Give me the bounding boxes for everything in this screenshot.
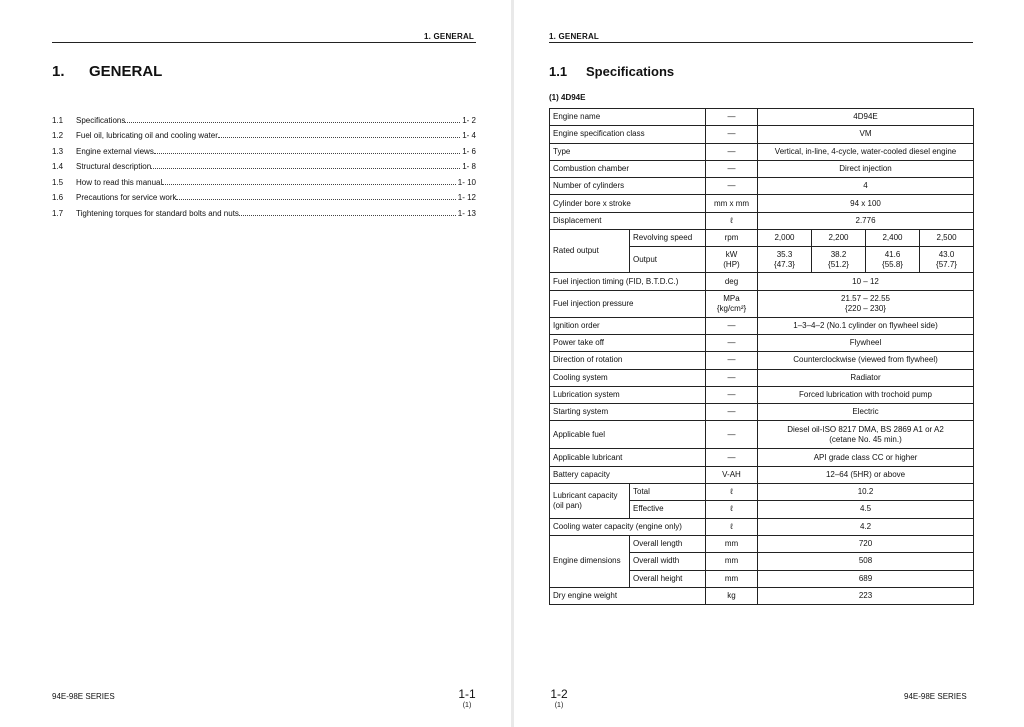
- table-row: [550, 273, 974, 290]
- specifications-table: [549, 108, 974, 605]
- table-row: [550, 484, 974, 501]
- page-subnumber: (1): [462, 702, 472, 709]
- toc-leader: [218, 137, 460, 138]
- row-unit: —: [706, 386, 758, 403]
- section-name: Specifications: [586, 64, 675, 79]
- row-value: [758, 421, 974, 449]
- output-value: [920, 247, 974, 273]
- row-value: 4D94E: [758, 109, 974, 126]
- row-value: 12–64 (5HR) or above: [758, 466, 974, 483]
- table-row: [550, 109, 974, 126]
- row-value: API grade class CC or higher: [758, 449, 974, 466]
- lub-capacity-sublabel: (oil pan): [553, 500, 582, 510]
- row-unit: —: [706, 449, 758, 466]
- header-rule: [52, 42, 476, 43]
- row-unit: mm x mm: [706, 195, 758, 212]
- row-value: Direct injection: [758, 160, 974, 177]
- running-header: 1. GENERAL: [549, 32, 600, 41]
- row-unit: deg: [706, 273, 758, 290]
- toc-page: 1- 12: [457, 193, 476, 202]
- toc-title: Tightening torques for standard bolts and nuts: [76, 208, 239, 218]
- table-row: [550, 352, 974, 369]
- toc-page: 1- 10: [457, 177, 476, 187]
- row-value: 2.776: [758, 212, 974, 229]
- table-row: [550, 126, 974, 143]
- table-row: [550, 195, 974, 212]
- row-label: Cooling system: [550, 369, 706, 386]
- output-value: [758, 247, 812, 273]
- output-kw: 35.3: [776, 249, 793, 259]
- page-number: 1-2: [550, 687, 568, 701]
- row-unit: V-AH: [706, 466, 758, 483]
- toc-number: 1.3: [52, 146, 64, 156]
- left-page: [0, 0, 511, 727]
- table-row: [550, 212, 974, 229]
- table-row: [550, 404, 974, 421]
- row-unit: rpm: [706, 230, 758, 247]
- toc-number: 1.2: [52, 131, 64, 140]
- row-unit: —: [706, 143, 758, 160]
- row-value: 94 x 100: [758, 195, 974, 212]
- toc-leader: [151, 168, 460, 169]
- toc-entry[interactable]: [52, 140, 476, 156]
- row-unit: mm: [706, 535, 758, 552]
- row-value: Radiator: [758, 369, 974, 386]
- row-unit: —: [706, 404, 758, 421]
- toc-title: How to read this manual: [76, 177, 163, 187]
- row-value: 720: [758, 535, 974, 552]
- toc-number: 1.7: [52, 208, 64, 218]
- output-kw: 38.2: [830, 249, 847, 259]
- row-unit: [706, 290, 758, 317]
- row-label: Engine dimensions: [550, 535, 630, 587]
- output-hp: {51.2}: [828, 259, 849, 269]
- footer-page-number: [447, 688, 487, 710]
- toc-entry[interactable]: [52, 171, 476, 187]
- row-unit: ℓ: [706, 212, 758, 229]
- table-row: [550, 535, 974, 552]
- toc-leader: [239, 215, 456, 216]
- toc-title: Specifications: [76, 115, 126, 125]
- value-mpa: 21.57 – 22.55: [841, 293, 890, 303]
- row-value: [758, 290, 974, 317]
- row-value: 4: [758, 178, 974, 195]
- sub-label: Overall height: [630, 570, 706, 587]
- running-header: 1. GENERAL: [424, 32, 475, 41]
- output-kw: 43.0: [938, 249, 955, 259]
- row-label: Type: [550, 143, 706, 160]
- row-label: Number of cylinders: [550, 178, 706, 195]
- table-row: [550, 386, 974, 403]
- toc-entry[interactable]: [52, 156, 476, 172]
- table-row: [550, 587, 974, 604]
- speed-value: 2,500: [920, 230, 974, 247]
- row-value: Vertical, in-line, 4-cycle, water-cooled diesel engine: [758, 143, 974, 160]
- toc-leader: [176, 199, 455, 200]
- table-row: [550, 334, 974, 351]
- chapter-name: GENERAL: [89, 63, 163, 80]
- unit-kgcm2: {kg/cm²}: [716, 303, 747, 313]
- row-value: VM: [758, 126, 974, 143]
- fuel-cetane: (cetane No. 45 min.): [829, 434, 902, 444]
- table-row: [550, 143, 974, 160]
- row-label: Battery capacity: [550, 466, 706, 483]
- toc-title: Structural description: [76, 162, 152, 171]
- toc-entry[interactable]: [52, 187, 476, 203]
- footer-series: 94E-98E SERIES: [52, 692, 115, 701]
- output-hp: {47.3}: [774, 259, 795, 269]
- lub-capacity-label: Lubricant capacity: [553, 490, 618, 500]
- chapter-number: 1.: [52, 63, 65, 80]
- row-value: 10.2: [758, 484, 974, 501]
- unit-mpa: MPa: [723, 293, 740, 303]
- section-title: [549, 64, 674, 79]
- row-value: 223: [758, 587, 974, 604]
- output-kw: 41.6: [884, 249, 901, 259]
- row-label: [550, 484, 630, 519]
- table-row: [550, 317, 974, 334]
- row-label: Cooling water capacity (engine only): [550, 518, 706, 535]
- unit-hp: (HP): [723, 259, 740, 269]
- row-unit: —: [706, 369, 758, 386]
- row-value: Flywheel: [758, 334, 974, 351]
- row-label: Direction of rotation: [550, 352, 706, 369]
- toc-page: 1- 13: [457, 208, 476, 218]
- row-unit: —: [706, 126, 758, 143]
- row-unit: —: [706, 421, 758, 449]
- table-row: [550, 178, 974, 195]
- toc-entry[interactable]: [52, 109, 476, 125]
- row-unit: [706, 247, 758, 273]
- footer-series: 94E-98E SERIES: [904, 692, 967, 701]
- row-unit: kg: [706, 587, 758, 604]
- toc-leader: [154, 153, 460, 154]
- toc-title: Precautions for service work: [76, 193, 177, 202]
- row-label: Fuel injection pressure: [550, 290, 706, 317]
- toc-page: 1- 8: [462, 162, 476, 171]
- output-value: [866, 247, 920, 273]
- toc-number: 1.6: [52, 193, 64, 202]
- header-rule: [549, 42, 973, 43]
- toc-page: 1- 4: [462, 131, 476, 140]
- row-value: Counterclockwise (viewed from flywheel): [758, 352, 974, 369]
- row-value: 4.2: [758, 518, 974, 535]
- value-kgcm2: {220 – 230}: [845, 303, 886, 313]
- row-unit: —: [706, 178, 758, 195]
- fuel-spec: Diesel oil-ISO 8217 DMA, BS 2869 A1 or A2: [787, 424, 944, 434]
- row-label: Applicable fuel: [550, 421, 706, 449]
- toc-leader: [125, 122, 460, 123]
- row-unit: —: [706, 160, 758, 177]
- row-unit: —: [706, 334, 758, 351]
- row-label: Rated output: [550, 230, 630, 273]
- chapter-title: [52, 63, 162, 80]
- table-row: [550, 369, 974, 386]
- toc-leader: [162, 184, 456, 185]
- table-row: [550, 421, 974, 449]
- row-label: Starting system: [550, 404, 706, 421]
- output-hp: {57.7}: [936, 259, 957, 269]
- row-label: Power take off: [550, 334, 706, 351]
- output-hp: {55.8}: [882, 259, 903, 269]
- toc-page: 1- 2: [462, 115, 476, 125]
- row-label: Cylinder bore x stroke: [550, 195, 706, 212]
- row-unit: —: [706, 352, 758, 369]
- sub-label: Output: [630, 247, 706, 273]
- sub-label: Overall length: [630, 535, 706, 552]
- row-unit: —: [706, 317, 758, 334]
- row-unit: mm: [706, 570, 758, 587]
- row-label: Engine name: [550, 109, 706, 126]
- toc-number: 1.1: [52, 115, 64, 125]
- sub-label: Overall width: [630, 553, 706, 570]
- row-value: Electric: [758, 404, 974, 421]
- row-unit: —: [706, 109, 758, 126]
- row-label: Dry engine weight: [550, 587, 706, 604]
- table-row: [550, 449, 974, 466]
- page-subnumber: (1): [554, 702, 564, 709]
- table-row: [550, 466, 974, 483]
- sub-label: Revolving speed: [630, 230, 706, 247]
- row-unit: mm: [706, 553, 758, 570]
- row-value: 1–3–4–2 (No.1 cylinder on flywheel side): [758, 317, 974, 334]
- row-label: Ignition order: [550, 317, 706, 334]
- toc-entry[interactable]: [52, 125, 476, 141]
- output-value: [812, 247, 866, 273]
- speed-value: 2,000: [758, 230, 812, 247]
- row-label: Displacement: [550, 212, 706, 229]
- row-value: 10 – 12: [758, 273, 974, 290]
- row-label: Combustion chamber: [550, 160, 706, 177]
- row-label: Fuel injection timing (FID, B.T.D.C.): [550, 273, 706, 290]
- sub-label: Total: [630, 484, 706, 501]
- row-label: Applicable lubricant: [550, 449, 706, 466]
- table-of-contents: [52, 109, 476, 218]
- subsection-title: (1) 4D94E: [549, 93, 586, 102]
- row-unit: ℓ: [706, 484, 758, 501]
- table-row: [550, 518, 974, 535]
- toc-title: Fuel oil, lubricating oil and cooling water: [76, 131, 218, 140]
- toc-entry[interactable]: [52, 202, 476, 218]
- row-unit: ℓ: [706, 518, 758, 535]
- table-row: [550, 290, 974, 317]
- row-value: 508: [758, 553, 974, 570]
- right-page: [514, 0, 1024, 727]
- page-number: 1-1: [458, 687, 476, 701]
- footer-page-number: [539, 688, 579, 710]
- speed-value: 2,400: [866, 230, 920, 247]
- row-value: 689: [758, 570, 974, 587]
- row-label: Lubrication system: [550, 386, 706, 403]
- row-label: Engine specification class: [550, 126, 706, 143]
- sub-label: Effective: [630, 501, 706, 518]
- toc-page: 1- 6: [462, 146, 476, 156]
- toc-number: 1.5: [52, 177, 64, 187]
- section-number: 1.1: [549, 64, 568, 79]
- unit-kw: kW: [725, 249, 738, 259]
- row-value: Forced lubrication with trochoid pump: [758, 386, 974, 403]
- row-unit: ℓ: [706, 501, 758, 518]
- toc-number: 1.4: [52, 162, 64, 171]
- toc-title: Engine external views: [76, 146, 154, 156]
- table-row: [550, 230, 974, 247]
- speed-value: 2,200: [812, 230, 866, 247]
- row-value: 4.5: [758, 501, 974, 518]
- table-row: [550, 160, 974, 177]
